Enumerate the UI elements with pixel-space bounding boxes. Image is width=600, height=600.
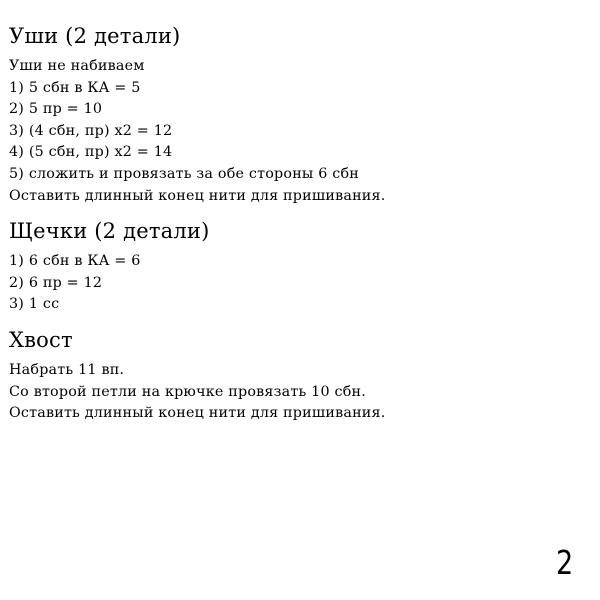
instruction-line: 1) 6 сбн в КА = 6	[9, 253, 141, 270]
instruction-line: Уши не набиваем	[9, 58, 145, 74]
page-number: 2	[556, 543, 574, 582]
section-tail	[9, 326, 589, 425]
instruction-line: Оставить длинный конец нити для пришивания.	[9, 405, 386, 422]
section-ears	[9, 22, 589, 207]
instruction-line: 4) (5 сбн, пр) х2 = 14	[9, 144, 173, 161]
section-title: Хвост	[9, 327, 73, 352]
instruction-line: 2) 6 пр = 12	[9, 274, 103, 291]
section-title: Щечки (2 детали)	[9, 219, 210, 244]
instruction-line: 5) сложить и провязать за обе стороны 6 сбн	[9, 165, 360, 182]
instruction-line: Оставить длинный конец нити для пришивания.	[9, 187, 386, 204]
section-title: Уши (2 детали)	[9, 24, 181, 48]
instruction-line: 3) 1 сс	[9, 296, 60, 313]
instruction-line: 1) 5 сбн в КА = 5	[9, 79, 141, 96]
document-page	[9, 22, 589, 425]
section-cheeks	[9, 217, 589, 316]
instruction-line: Со второй петли на крючке провязать 10 сбн.	[9, 383, 367, 400]
instruction-line: Набрать 11 вп.	[9, 361, 125, 378]
instruction-line: 2) 5 пр = 10	[9, 101, 103, 118]
instruction-line: 3) (4 сбн, пр) х2 = 12	[9, 122, 173, 139]
